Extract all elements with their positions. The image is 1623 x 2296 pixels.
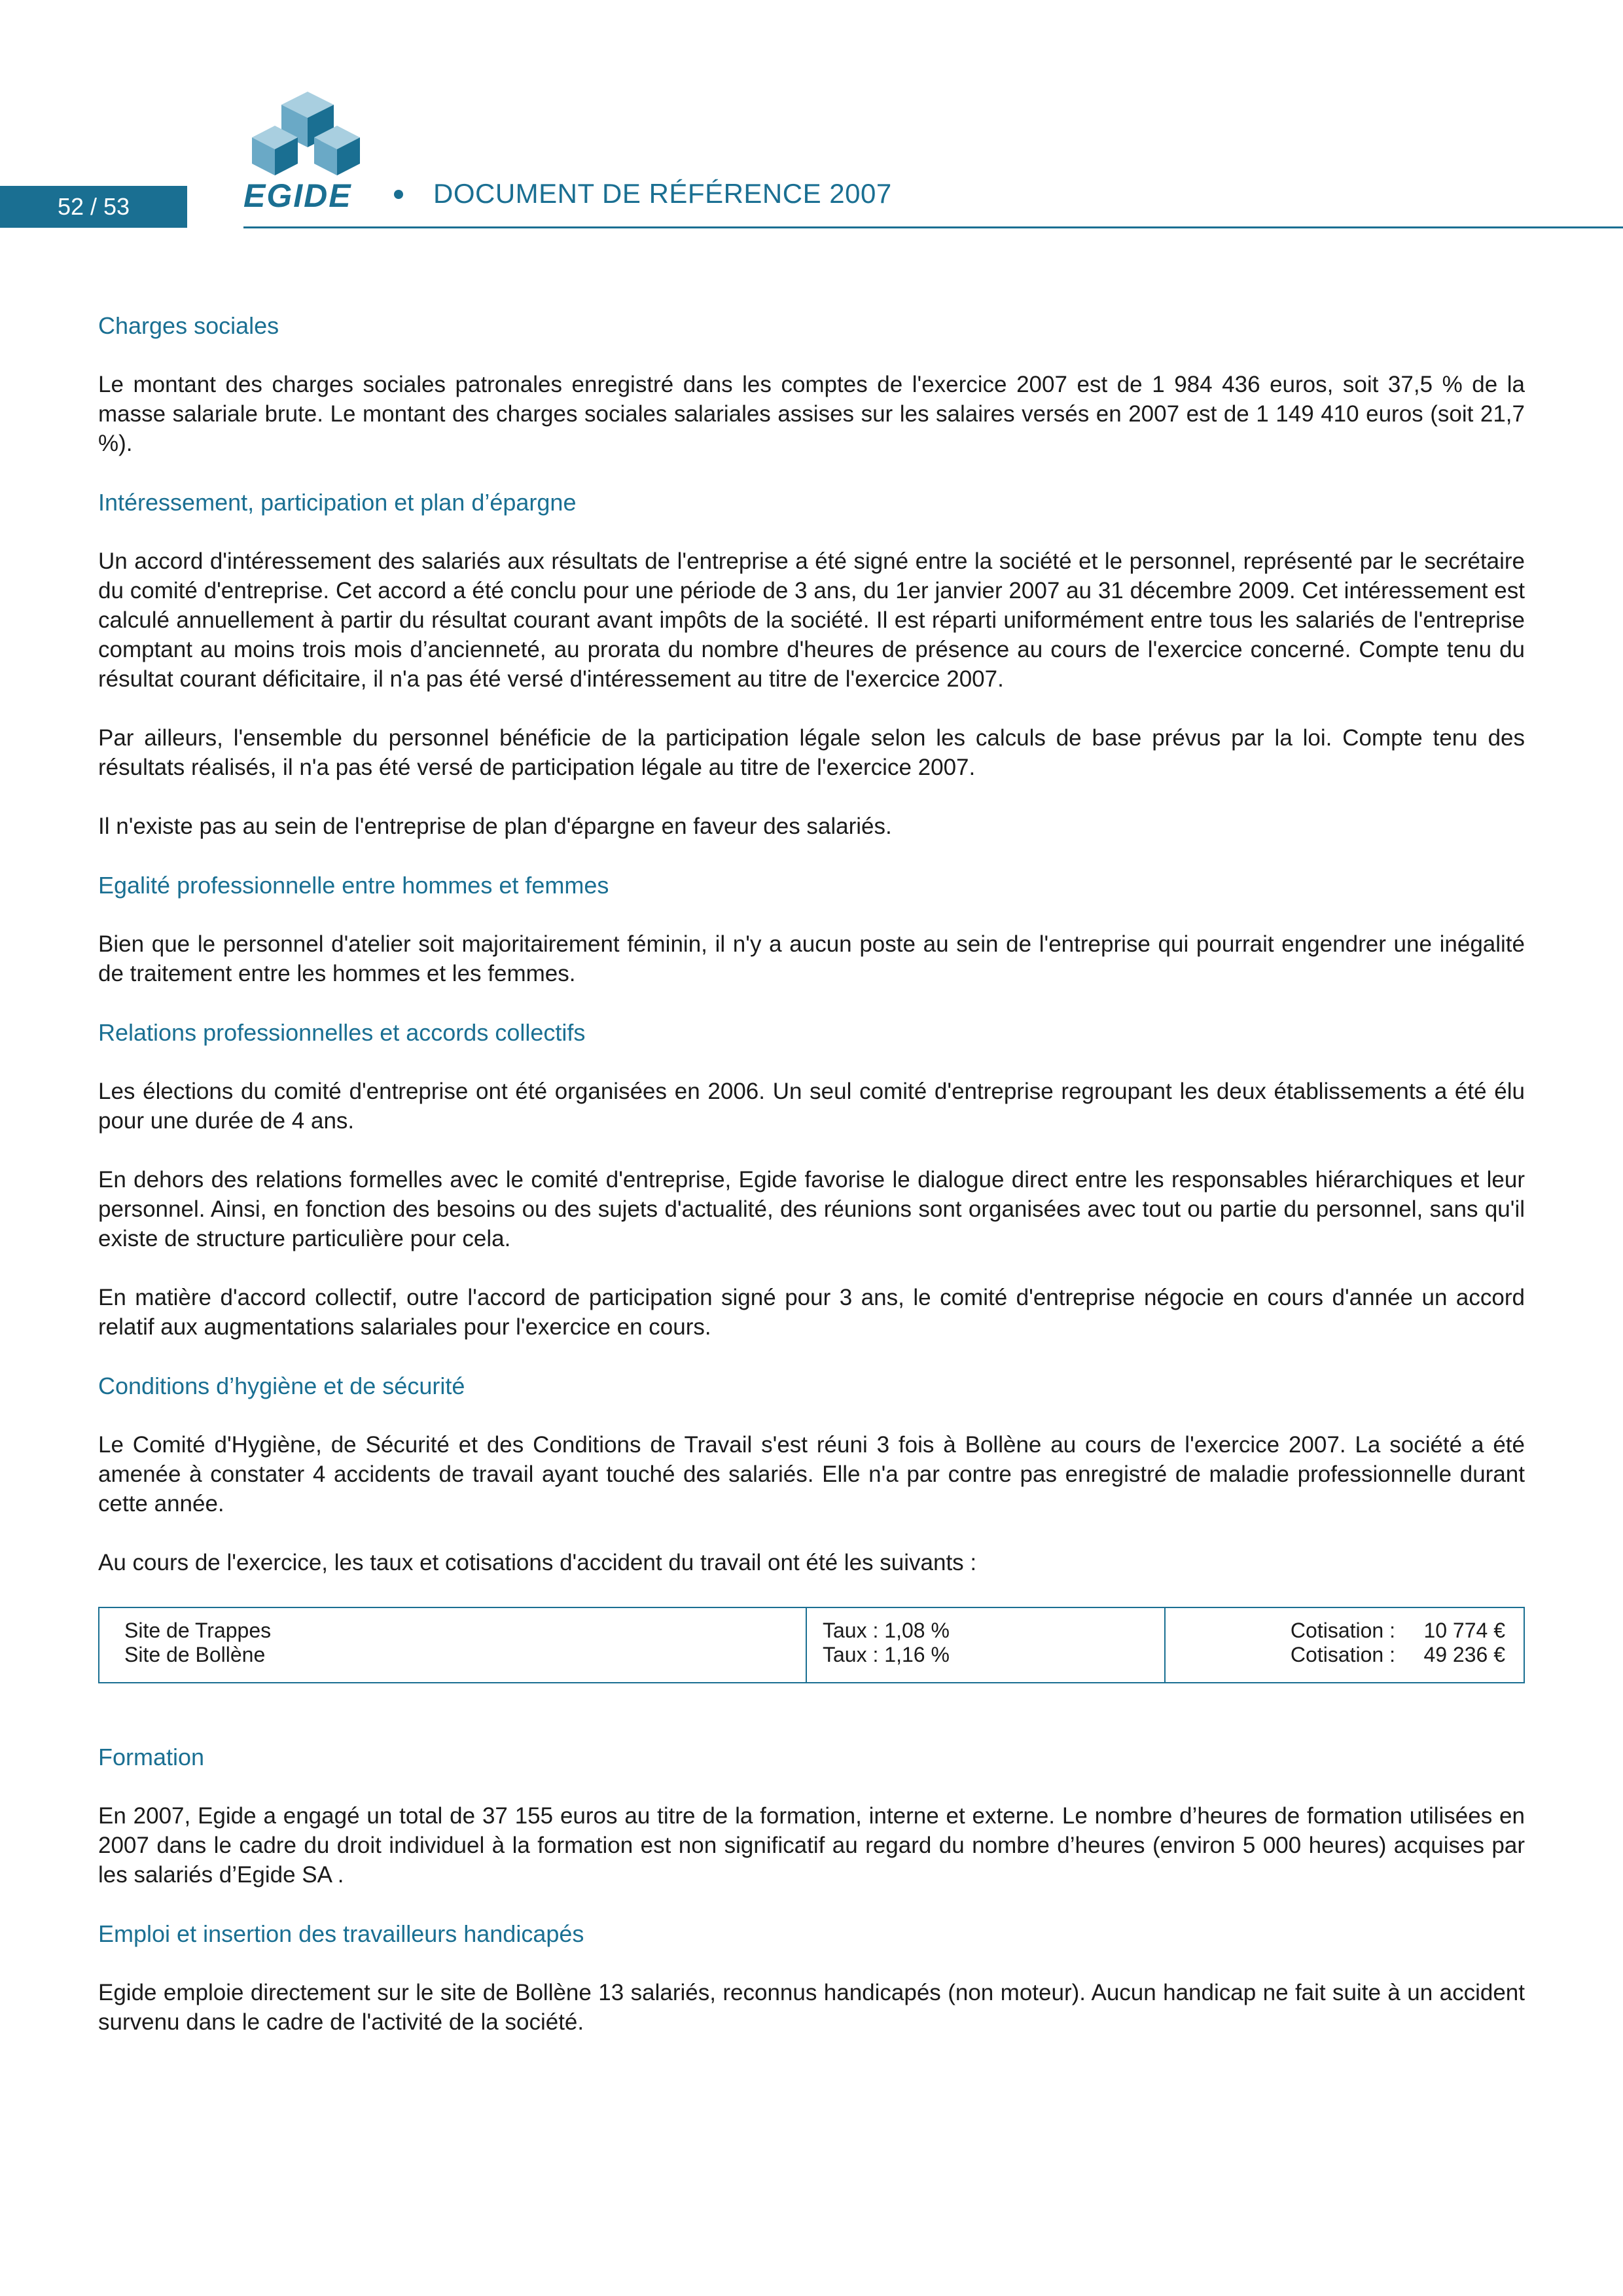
paragraph: Un accord d'intéressement des salariés aux résultats de l'entreprise a été signé entre la société et le personnel, représenté par le secrétaire du comité d'entreprise. Cet accord a été conclu pour une période de 3 ans, du 1er janvier 2007 au 31 décembre 2009. Cet intéressement est calculé annuellement à partir du résultat courant avant impôts de la société. Il est réparti uniformément entre tous les salariés de l'entreprise comptant au moins trois mois d’ancienneté, au prorata du nombre d'heures de présence au cours de l'exercice concerné. Compte tenu du résultat courant déficitaire, il n'a pas été versé d'intéressement au titre de l'exercice 2007. xyxy=(98,548,1525,692)
paragraph: En matière d'accord collectif, outre l'accord de participation signé pour 3 ans, le comité d'entreprise négocie en cours d'année un accord relatif aux augmentations salariales pour l'exercice en cours. xyxy=(98,1285,1525,1340)
header-rule xyxy=(243,226,1623,228)
section-heading: Formation xyxy=(98,1744,205,1770)
cotisations-column xyxy=(1166,1608,1524,1682)
paragraph: Au cours de l'exercice, les taux et cotisations d'accident du travail ont été les suivants : xyxy=(98,1550,977,1575)
site-name: Site de Trappes xyxy=(124,1619,272,1642)
section-heading: Relations professionnelles et accords collectifs xyxy=(98,1019,586,1046)
paragraph: Bien que le personnel d'atelier soit majoritairement féminin, il n'y a aucun poste au sein de l'entreprise qui pourrait engendrer une inégalité de traitement entre les hommes et les femmes. xyxy=(98,931,1525,986)
section-heading: Intéressement, participation et plan d’épargne xyxy=(98,489,577,516)
rate-value: Taux : 1,08 % xyxy=(823,1619,950,1642)
paragraph: Il n'existe pas au sein de l'entreprise de plan d'épargne en faveur des salariés. xyxy=(98,814,892,839)
paragraph: Par ailleurs, l'ensemble du personnel bénéficie de la participation légale selon les calculs de base prévus par la loi. Compte tenu des résultats réalisés, il n'a pas été versé de participation légale au titre de l'exercice 2007. xyxy=(98,725,1525,780)
bullet-icon xyxy=(394,190,403,199)
document-title: DOCUMENT DE RÉFÉRENCE 2007 xyxy=(433,178,892,209)
cotisation-amount: 10 774 € xyxy=(1423,1619,1505,1642)
page-header xyxy=(0,0,1623,236)
page-content xyxy=(98,311,1525,2037)
rate-value: Taux : 1,16 % xyxy=(823,1643,950,1666)
sites-column xyxy=(99,1608,807,1682)
rates-column xyxy=(807,1608,1166,1682)
section-heading: Emploi et insertion des travailleurs handicapés xyxy=(98,1920,584,1947)
section-heading: Charges sociales xyxy=(98,312,279,339)
section-heading: Egalité professionnelle entre hommes et femmes xyxy=(98,872,609,899)
cotisation-row xyxy=(1166,1643,1505,1667)
cotisation-label: Cotisation : xyxy=(1290,1619,1395,1642)
site-name: Site de Bollène xyxy=(124,1643,266,1666)
paragraph: En 2007, Egide a engagé un total de 37 155 euros au titre de la formation, interne et externe. Le nombre d’heures de formation utilisées en 2007 dans le cadre du droit individuel à la formation est non significatif au regard du nombre d’heures (environ 5 000 heures) acquises par les salariés d’Egide SA . xyxy=(98,1803,1525,1888)
accident-rates-table xyxy=(98,1607,1525,1683)
paragraph: Le Comité d'Hygiène, de Sécurité et des Conditions de Travail s'est réuni 3 fois à Bollène au cours de l'exercice 2007. La société a été amenée à constater 4 accidents de travail ayant touché des salariés. Elle n'a par contre pas enregistré de maladie professionnelle durant cette année. xyxy=(98,1432,1525,1516)
cotisation-label: Cotisation : xyxy=(1290,1643,1395,1666)
page-indicator: 52 / 53 xyxy=(0,186,187,228)
paragraph: Le montant des charges sociales patronales enregistré dans les comptes de l'exercice 2007 est de 1 984 436 euros, soit 37,5 % de la masse salariale brute. Le montant des charges sociales salariales assises sur les salaires versés en 2007 est de 1 149 410 euros (soit 21,7 %). xyxy=(98,372,1525,456)
paragraph: En dehors des relations formelles avec le comité d'entreprise, Egide favorise le dialogue direct entre les responsables hiérarchiques et leur personnel. Ainsi, en fonction des besoins ou des sujets d'actualité, des réunions sont organisées avec tout ou partie du personnel, sans qu'il existe de structure particulière pour cela. xyxy=(98,1167,1525,1251)
cotisation-amount: 49 236 € xyxy=(1423,1643,1505,1666)
section-heading: Conditions d’hygiène et de sécurité xyxy=(98,1372,465,1399)
paragraph: Egide emploie directement sur le site de Bollène 13 salariés, reconnus handicapés (non moteur). Aucun handicap ne fait suite à un accident survenu dans le cadre de l'activité de la société. xyxy=(98,1980,1525,2035)
cotisation-row xyxy=(1166,1619,1505,1643)
paragraph: Les élections du comité d'entreprise ont été organisées en 2006. Un seul comité d'entreprise regroupant les deux établissements a été élu pour une durée de 4 ans. xyxy=(98,1079,1525,1134)
logo-text: EGIDE xyxy=(243,177,352,214)
